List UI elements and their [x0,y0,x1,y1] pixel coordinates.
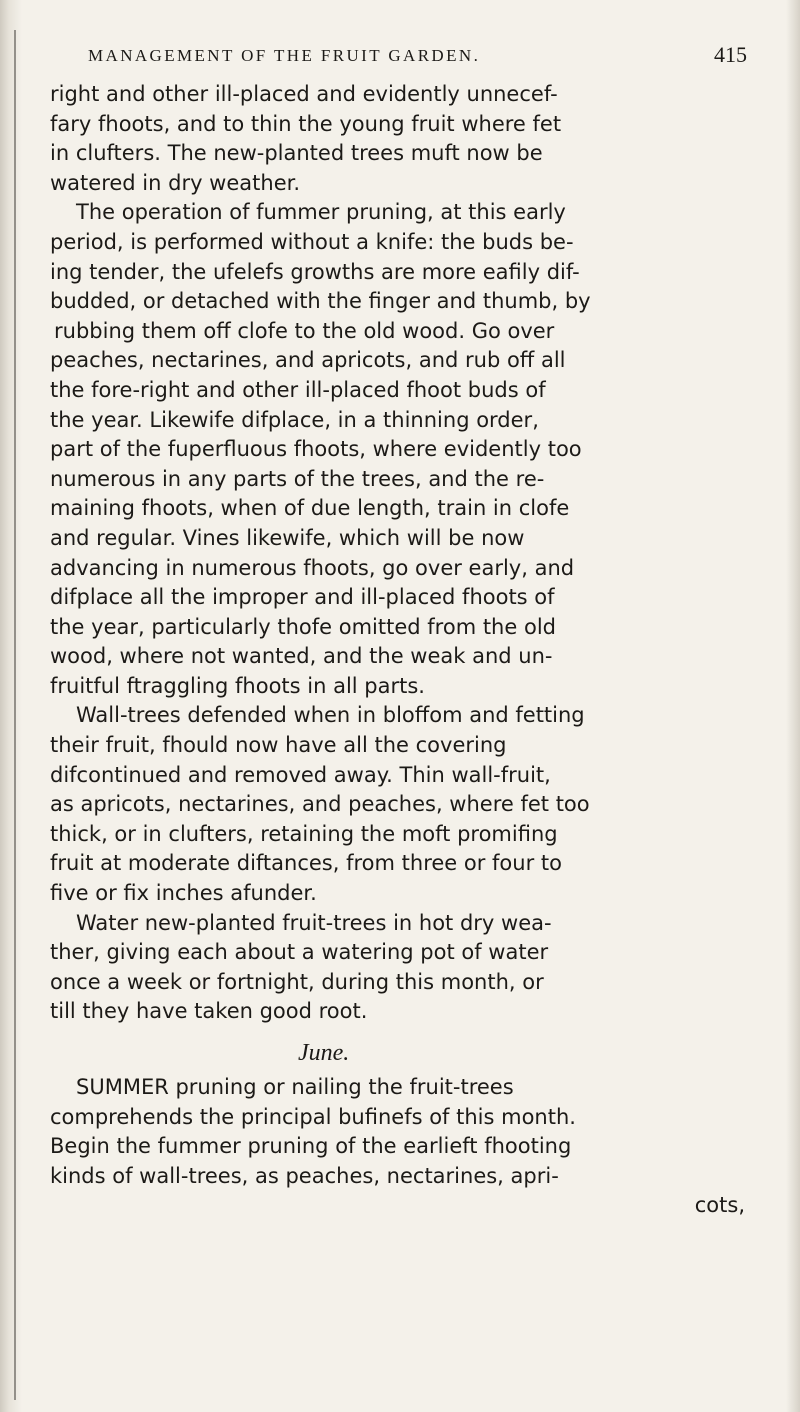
text-line: SUMMER pruning or nailing the fruit-trees [76,1075,514,1099]
running-head [50,40,755,80]
text-line: Water new-planted fruit-trees in hot dry wea- [76,910,552,935]
text-line: rubbing them off clofe to the old wood. Go over [54,318,555,343]
text-line: thick, or in clufters, retaining the moft promifing [50,821,558,846]
text-line: fruit at moderate diftances, from three or four to [50,851,562,876]
text-line: comprehends the principal bufinefs of this month. [50,1104,576,1129]
text-line: and regular. Vines likewife, which will be now [50,525,525,550]
binding-edge [14,30,16,1400]
text-line: difplace all the improper and ill-placed fhoots of [50,585,555,610]
text-line: maining fhoots, when of due length, train in clofe [50,496,570,521]
text-line: part of the fuperfluous fhoots, where evidently too [50,437,582,462]
text-line: once a week or fortnight, during this month, or [50,969,544,994]
page-number: 415 [714,42,747,67]
text-line: the year. Likewife difplace, in a thinning order, [50,407,539,432]
catchword: cots, [694,1193,745,1218]
text-line: five or fix inches afunder. [50,881,317,906]
text-line: the year, particularly thofe omitted from the old [50,614,556,639]
page-gutter-shadow [0,0,22,1412]
text-line: difcontinued and removed away. Thin wall-fruit, [50,762,551,787]
text-line: advancing in numerous fhoots, go over early, and [50,555,575,580]
body-text [50,80,755,1221]
text-line: right and other ill-placed and evidently unnecef- [50,82,558,106]
book-page [50,40,755,1221]
text-line: wood, where not wanted, and the weak and un- [50,644,553,669]
text-line: as apricots, nectarines, and peaches, where fet too [50,792,590,817]
text-line: peaches, nectarines, and apricots, and rub off all [50,348,566,373]
text-line: Begin the fummer pruning of the earlieft fhooting [50,1134,572,1159]
text-line: fary fhoots, and to thin the young fruit where fet [50,111,562,136]
text-line: period, is performed without a knife: the buds be- [50,229,574,254]
text-line: ther, giving each about a watering pot of water [50,940,549,965]
text-line: kinds of wall-trees, as peaches, nectarines, apri- [50,1163,559,1188]
text-line: the fore-right and other ill-placed fhoot buds of [50,377,546,402]
running-head-title: MANAGEMENT OF THE FRUIT GARDEN. [88,46,481,65]
text-line: The operation of fummer pruning, at this early [76,200,566,225]
text-line: in clufters. The new-planted trees muft now be [50,141,543,166]
text-line: Wall-trees defended when in bloffom and fetting [76,703,585,728]
section-heading: June. [298,1040,350,1066]
text-line: ing tender, the ufelefs growths are more eafily dif- [50,259,580,284]
text-line: their fruit, fhould now have all the covering [50,733,507,758]
text-line: watered in dry weather. [50,170,300,195]
text-line: fruitful ftraggling fhoots in all parts. [50,673,425,698]
text-line: till they have taken good root. [50,999,368,1024]
text-line: numerous in any parts of the trees, and the re- [50,466,545,491]
text-line: budded, or detached with the finger and thumb, by [50,289,591,314]
page-edge-shadow [786,0,800,1412]
